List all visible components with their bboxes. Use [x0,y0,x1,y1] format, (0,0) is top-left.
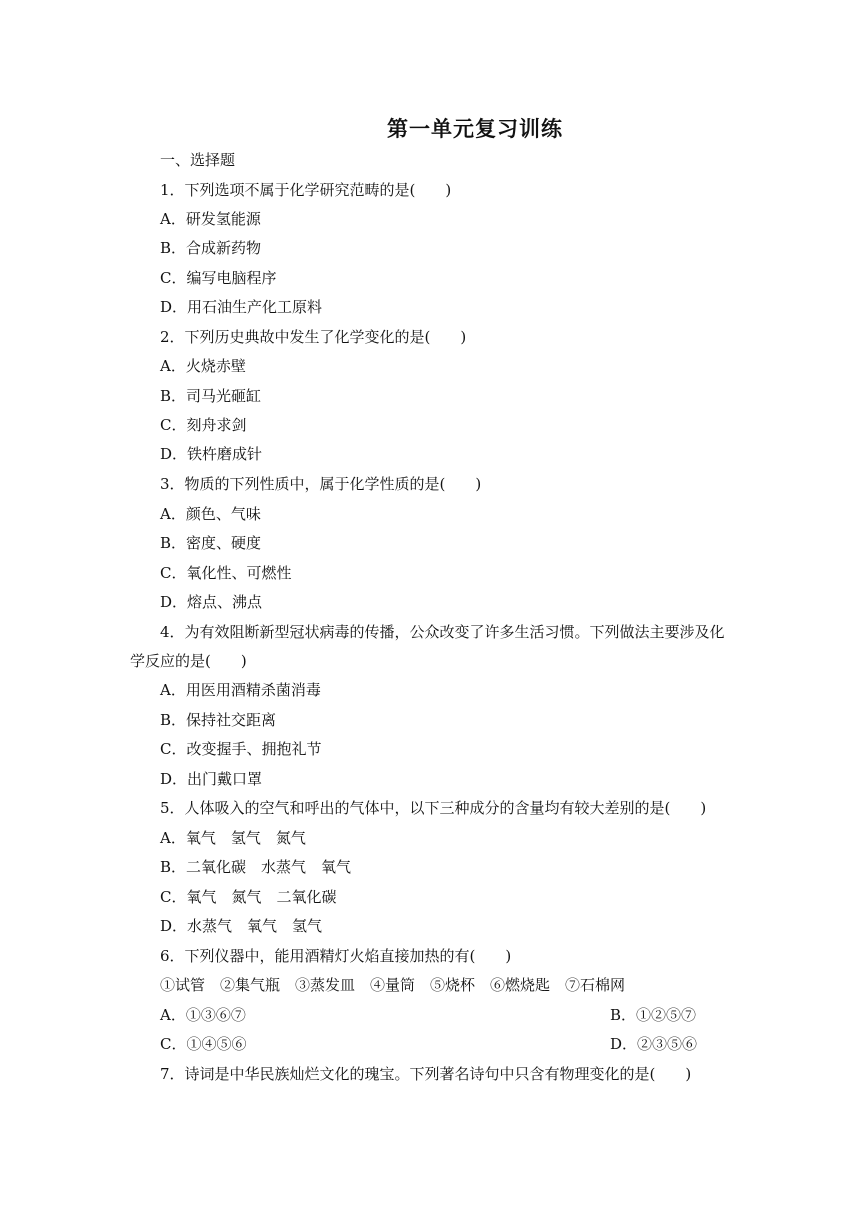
question-3-option-b: B．密度、硬度 [160,534,262,552]
question-5-option-c: C．氧气 氮气 二氧化碳 [160,888,337,906]
question-5-option-a: A．氧气 氢气 氮气 [160,829,306,847]
question-6-stem: 6．下列仪器中，能用酒精灯火焰直接加热的有( ) [160,947,512,965]
question-2-stem: 2．下列历史典故中发生了化学变化的是( ) [160,328,467,346]
question-6-option-c: C．①④⑤⑥ [160,1035,247,1053]
question-6-items: ①试管 ②集气瓶 ③蒸发皿 ④量筒 ⑤烧杯 ⑥燃烧匙 ⑦石棉网 [160,976,626,994]
question-4-stem-line-2: 学反应的是( ) [130,652,247,670]
question-2-option-a: A．火烧赤壁 [160,357,246,375]
question-4-option-a: A．用医用酒精杀菌消毒 [160,681,321,699]
question-4-option-c: C．改变握手、拥抱礼节 [160,740,322,758]
page-title: 第一单元复习训练 [387,116,563,141]
question-1-option-b: B．合成新药物 [160,239,262,257]
question-4-option-b: B．保持社交距离 [160,711,277,729]
question-6-option-d: D．②③⑤⑥ [610,1035,698,1053]
question-1-option-c: C．编写电脑程序 [160,269,277,287]
question-3-stem: 3．物质的下列性质中，属于化学性质的是( ) [160,475,482,493]
question-1-option-d: D．用石油生产化工原料 [160,298,323,316]
question-3-option-c: C．氧化性、可燃性 [160,564,292,582]
question-6-option-b: B．①②⑤⑦ [610,1006,697,1024]
question-4-option-d: D．出门戴口罩 [160,770,263,788]
question-2-option-b: B．司马光砸缸 [160,387,262,405]
question-5-option-d: D．水蒸气 氧气 氢气 [160,917,323,935]
question-5-stem: 5．人体吸入的空气和呼出的气体中，以下三种成分的含量均有较大差别的是( ) [160,799,707,817]
question-3-option-a: A．颜色、气味 [160,505,261,523]
question-1-option-a: A．研发氢能源 [160,210,261,228]
question-3-option-d: D．熔点、沸点 [160,593,263,611]
question-5-option-b: B．二氧化碳 水蒸气 氧气 [160,858,352,876]
question-2-option-c: C．刻舟求剑 [160,416,247,434]
question-1-stem: 1．下列选项不属于化学研究范畴的是( ) [160,181,452,199]
section-heading: 一、选择题 [160,151,236,169]
question-6-option-a: A．①③⑥⑦ [160,1006,246,1024]
question-4-stem-line-1: 4．为有效阻断新型冠状病毒的传播，公众改变了许多生活习惯。下列做法主要涉及化 [160,623,725,641]
question-2-option-d: D．铁杵磨成针 [160,445,263,463]
question-7-stem: 7．诗词是中华民族灿烂文化的瑰宝。下列著名诗句中只含有物理变化的是( ) [160,1065,692,1083]
